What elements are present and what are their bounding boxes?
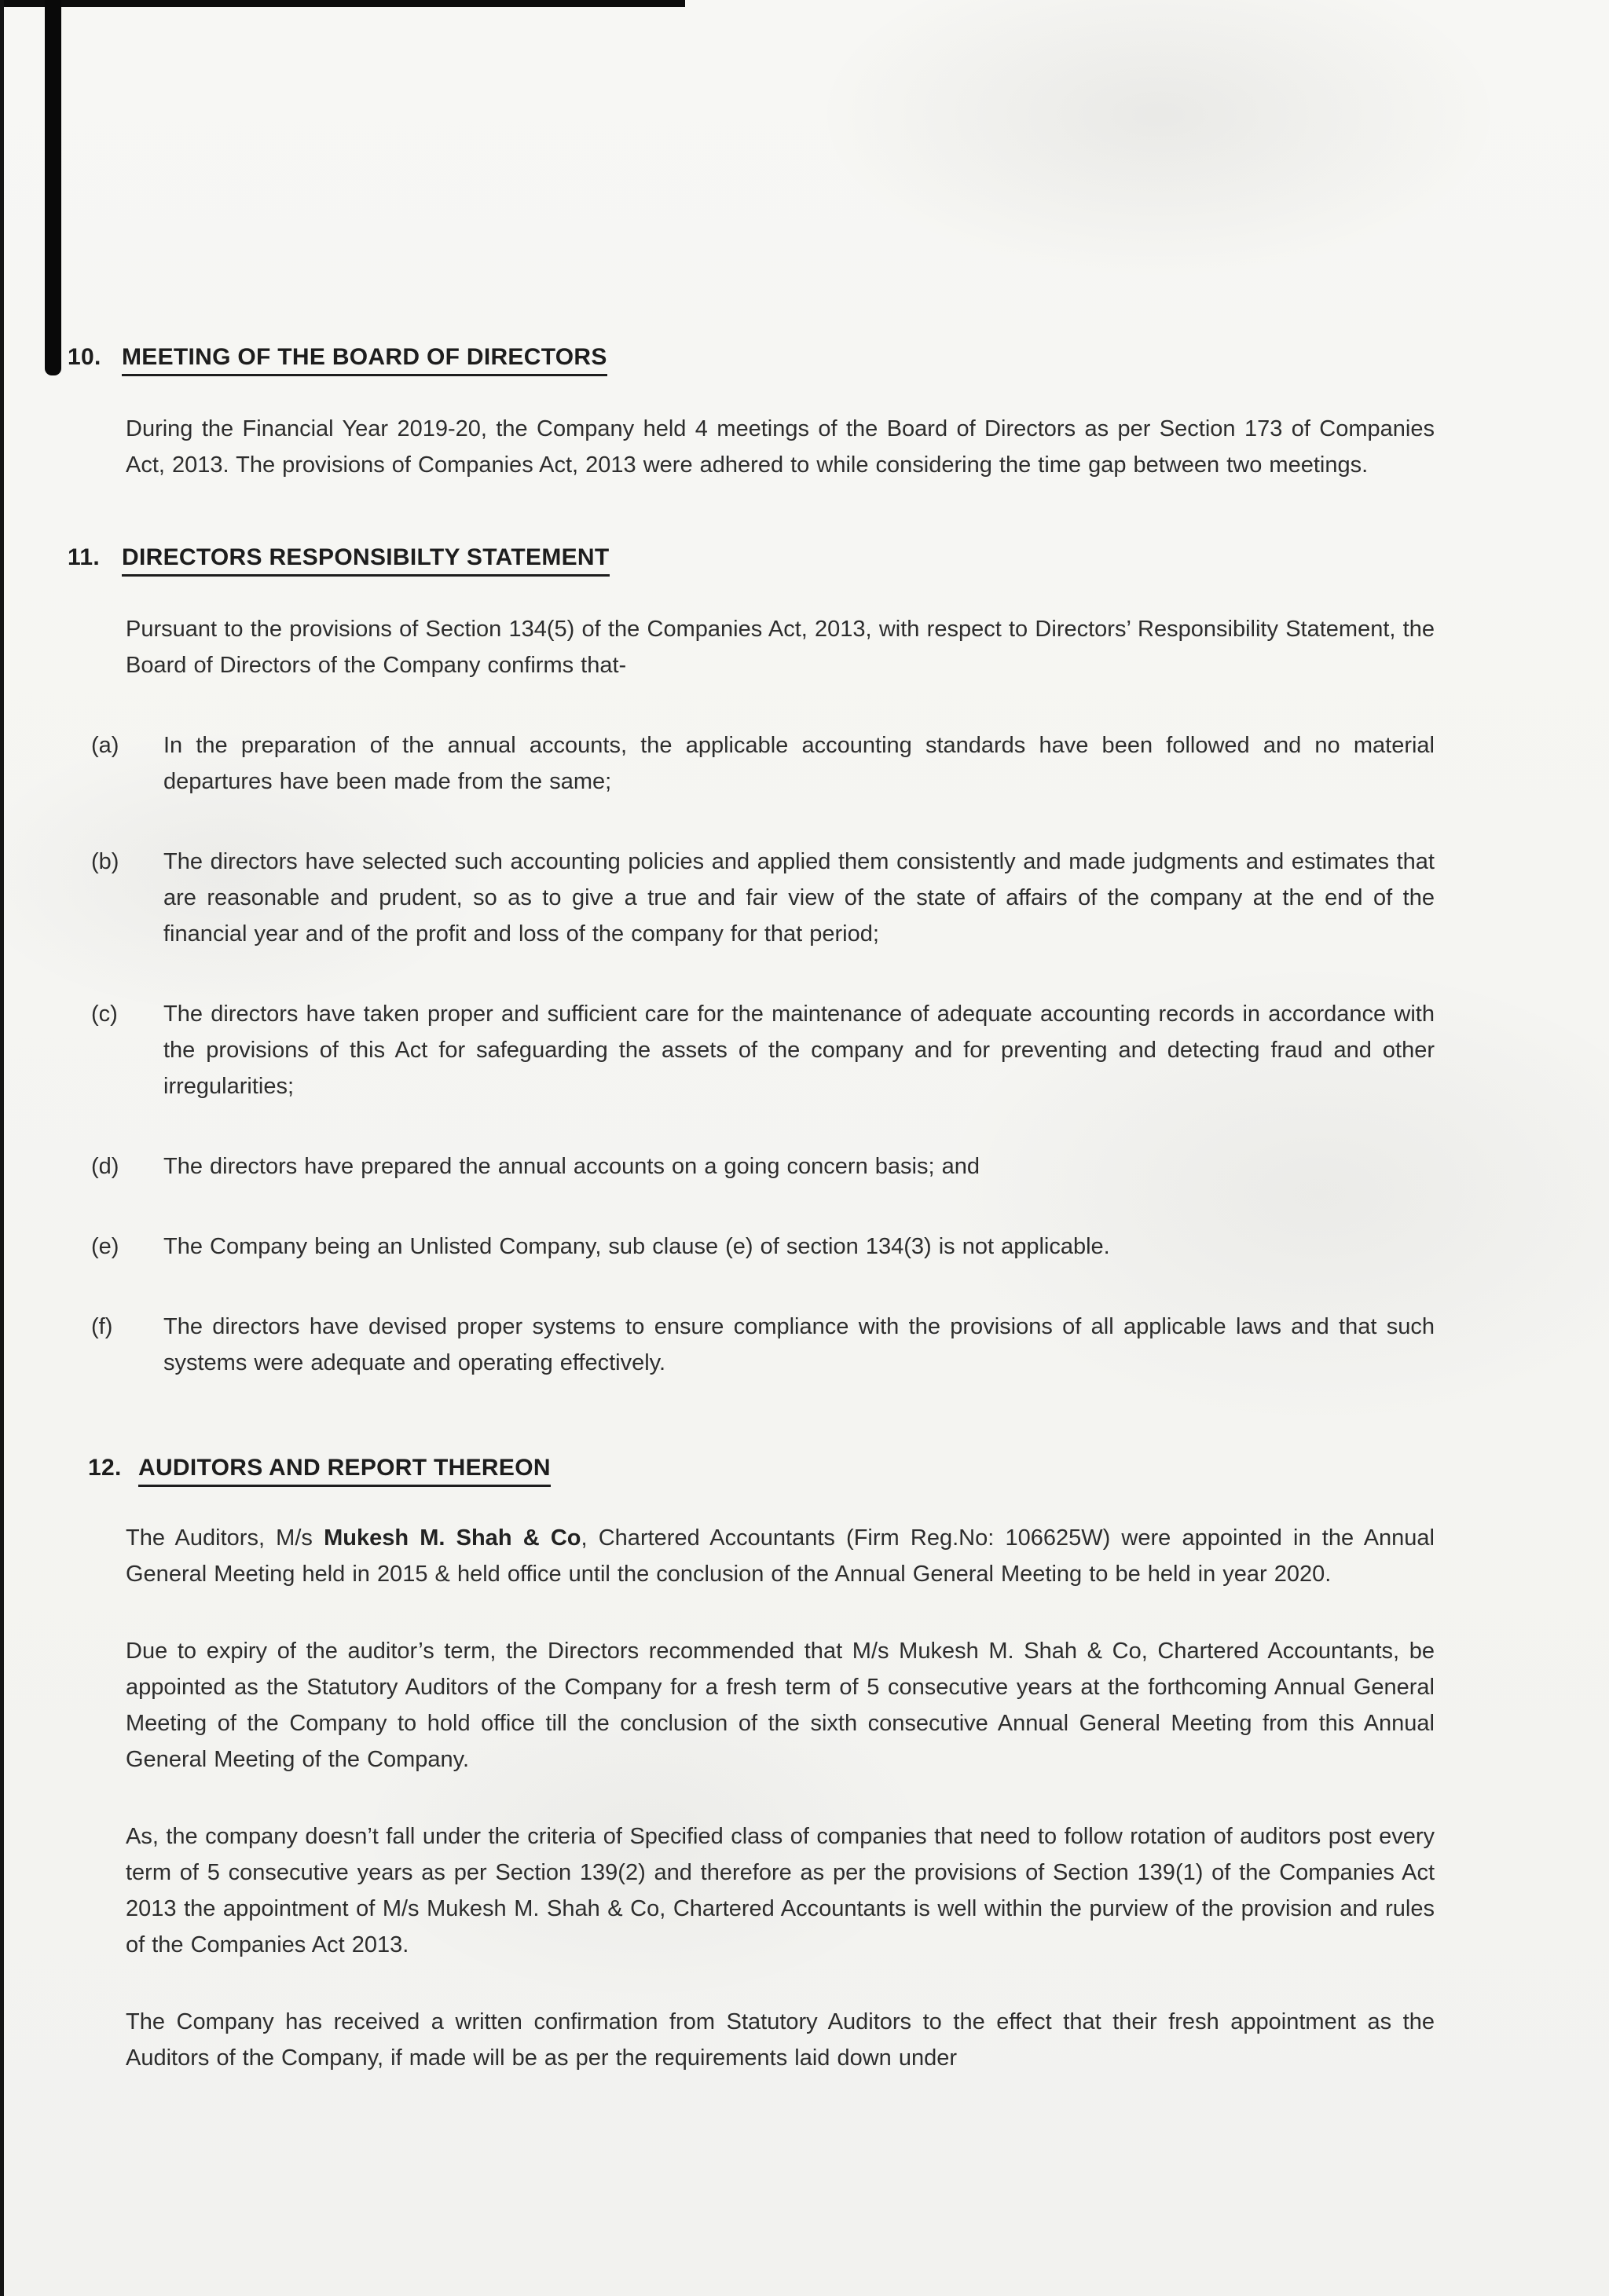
- item-text-b: The directors have selected such accounting policies and applied them consistently and made judgments and estimates that are reasonable and prudent, so as to give a true and fair view of the state of affairs of the company at the end of the financial year and of the profit and loss of the company for that period;: [163, 849, 1435, 947]
- item-label-d: (d): [91, 1154, 119, 1179]
- paragraph-1-prefix: The Auditors, M/s: [126, 1525, 324, 1551]
- list-item-e: [68, 1229, 1435, 1265]
- item-text-f: The directors have devised proper systems to ensure compliance with the provisions of all applicable laws and that such systems were adequate and operating effectively.: [163, 1314, 1435, 1375]
- item-label-e: (e): [91, 1234, 119, 1259]
- list-item-a: [68, 727, 1435, 800]
- section-11-heading: [68, 544, 1435, 577]
- section-12-paragraph-3: As, the company doesn’t fall under the criteria of Specified class of companies that need to follow rotation of auditors post every term of 5 consecutive years as per Section 139(2) and therefore as per the provisions of Section 139(1) of the Companies Act 2013 the appointment of M/s Mukesh M. Shah & Co, Chartered Accountants is well within the purview of the provision and rules of the Companies Act 2013.: [126, 1824, 1435, 1957]
- item-label-b: (b): [91, 849, 119, 874]
- section-10-paragraph: During the Financial Year 2019-20, the Company held 4 meetings of the Board of Directors as per Section 173 of Companies Act, 2013. The provisions of Companies Act, 2013 were adhered to while considering the time gap between two meetings.: [126, 416, 1435, 478]
- item-label-f: (f): [91, 1314, 113, 1339]
- section-11-intro-paragraph: Pursuant to the provisions of Section 134(5) of the Companies Act, 2013, with respect to Directors’ Responsibility Statement, the Board of Directors of the Company confirms that-: [126, 617, 1435, 678]
- item-text-a: In the preparation of the annual accounts, the applicable accounting standards have been followed and no material departures have been made from the same;: [163, 733, 1435, 794]
- section-board-meetings: [68, 344, 1435, 483]
- list-item-d: [68, 1148, 1435, 1185]
- item-text-d: The directors have prepared the annual accounts on a going concern basis; and: [163, 1154, 980, 1179]
- auditor-firm-name: Mukesh M. Shah & Co: [324, 1525, 581, 1551]
- section-12-paragraph-1: [126, 1520, 1435, 1592]
- item-label-a: (a): [91, 733, 119, 758]
- section-12-paragraph-2: Due to expiry of the auditor’s term, the Directors recommended that M/s Mukesh M. Shah & Co, Chartered Accountants, be appointed as the Statutory Auditors of the Company for a fresh term of 5 consecutive years at the forthcoming Annual General Meeting of the Company to hold office till the conclusion of the sixth consecutive Annual General Meeting from this Annual General Meeting of the Company.: [126, 1639, 1435, 1772]
- section-12-heading: [88, 1455, 1435, 1487]
- section-directors-responsibility: [68, 544, 1435, 1381]
- section-12-number: 12.: [88, 1455, 122, 1481]
- section-10-number: 10.: [68, 344, 101, 370]
- list-item-c: [68, 996, 1435, 1104]
- section-10-heading: [68, 344, 1435, 376]
- section-11-title: DIRECTORS RESPONSIBILTY STATEMENT: [122, 544, 610, 577]
- section-auditors-report: [68, 1455, 1435, 2076]
- section-10-title: MEETING OF THE BOARD OF DIRECTORS: [122, 344, 607, 376]
- item-text-c: The directors have taken proper and sufficient care for the maintenance of adequate accounting records in accordance with the provisions of this Act for safeguarding the assets of the company and for preventing and detecting fraud and other irregularities;: [163, 1002, 1435, 1099]
- list-item-b: [68, 844, 1435, 952]
- item-label-c: (c): [91, 1002, 118, 1027]
- item-text-e: The Company being an Unlisted Company, sub clause (e) of section 134(3) is not applicable.: [163, 1234, 1110, 1259]
- paragraph-1-suffix: , Chartered Accountants (Firm Reg.No: 106625W) were appointed in the Annual General Meeting held in 2015 & held office until the conclusion of the Annual General Meeting to be held in year 2020.: [126, 1525, 1435, 1587]
- section-11-number: 11.: [68, 544, 100, 570]
- list-item-f: [68, 1309, 1435, 1381]
- section-12-paragraph-4: The Company has received a written confirmation from Statutory Auditors to the effect that their fresh appointment as the Auditors of the Company, if made will be as per the requirements laid down under: [126, 2009, 1435, 2071]
- section-12-title: AUDITORS AND REPORT THEREON: [138, 1455, 551, 1487]
